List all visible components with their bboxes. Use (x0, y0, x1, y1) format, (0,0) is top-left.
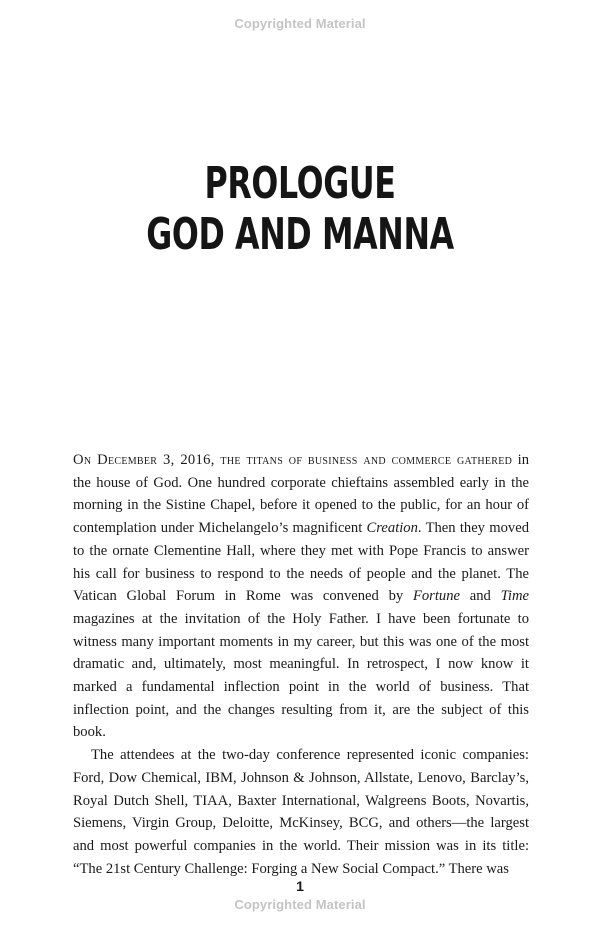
fortune-italic: Fortune (412, 588, 460, 605)
chapter-title-line-2: GOD AND MANNA (146, 209, 454, 260)
body-text (73, 449, 529, 880)
chapter-title (84, 158, 516, 260)
chapter-title-line-1: PROLOGUE (204, 158, 396, 209)
copyright-watermark-bottom: Copyrighted Material (234, 897, 366, 912)
paragraph-1 (73, 449, 529, 744)
time-italic: Time (500, 588, 529, 605)
paragraph-1-lead: On December 3, 2016, the titans of business and commerce gathered (73, 452, 513, 468)
creation-italic: Creation (366, 520, 418, 537)
paragraph-1-and: and (460, 588, 501, 605)
paragraph-1-text-c: magazines at the invitation of the Holy Father. I have been fortunate to witness many important moments in my career, but this was one of the most dramatic and, ultimately, most meaningful. In retrospect, I now know it marked a fundamental inflection point in the world of business. That inflection point, and the changes resulting from it, are the subject of this book. (73, 610, 529, 741)
page-number: 1 (296, 878, 304, 894)
paragraph-1-text-a: in the house of God. One hundred corporate chieftains assembled early in the morning in the Sistine Chapel, before it opened to the public, for an hour of contemplation under Michelangelo’s magnificent (73, 452, 530, 537)
paragraph-1-text-b: . Then they moved to the ornate Clementine Hall, where they met with Pope Francis to answer his call for business to respond to the needs of people and the planet. The Vatican Global Forum in Rome was convened by (73, 520, 529, 605)
paragraph-2: The attendees at the two-day conference represented iconic companies: Ford, Dow Chemical, IBM, Johnson & Johnson, Allstate, Lenovo, Barclay’s, Royal Dutch Shell, TIAA, Baxter International, Walgreens Boots, Novartis, Siemens, Virgin Group, Deloitte, McKinsey, BCG, and others—the largest and most powerful companies in the world. Their mission was in its title: “The 21st Century Challenge: Forging a New Social Compact.” There was (73, 747, 529, 877)
copyright-watermark-top: Copyrighted Material (234, 16, 366, 31)
